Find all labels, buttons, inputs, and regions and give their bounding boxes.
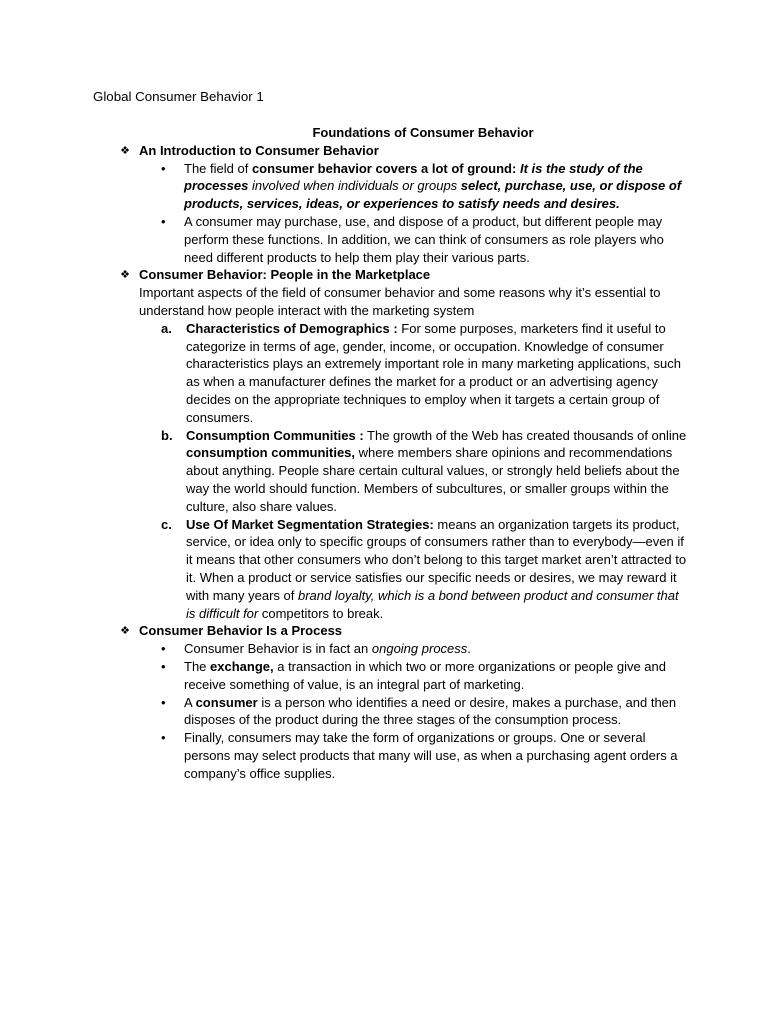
bold-italic-text: select, purchase, use, or dispose of products, services, ideas, or experiences to satisfy needs and desires. xyxy=(184,178,682,212)
bold-text: consumer xyxy=(195,694,258,710)
section-process xyxy=(118,622,688,782)
bullet-list xyxy=(139,640,688,782)
list-item xyxy=(139,320,688,427)
diamond-bullet-icon: ❖ xyxy=(120,624,130,638)
document-title: Foundations of Consumer Behavior xyxy=(312,125,534,140)
italic-text: involved when individuals or groups xyxy=(248,178,461,194)
text-run: Finally, consumers may take the form of organizations or groups. One or several persons may select products that many will use, as when a purchasing agent orders a company’s office supplies. xyxy=(184,730,678,781)
section-introduction xyxy=(118,142,688,267)
item-label: Use Of Market Segmentation Strategies: xyxy=(186,516,434,532)
section-heading: Consumer Behavior Is a Process xyxy=(139,623,343,639)
text-run: Consumer Behavior is in fact an xyxy=(184,641,372,657)
list-item xyxy=(139,516,688,623)
bullet-icon: • xyxy=(161,160,166,176)
diamond-bullet-icon: ❖ xyxy=(120,268,130,282)
bullet-icon: • xyxy=(161,213,166,229)
list-item xyxy=(139,160,688,213)
section-heading: An Introduction to Consumer Behavior xyxy=(139,142,379,158)
list-marker: b. xyxy=(161,427,173,443)
text-run: For some purposes, marketers find it useful to categorize in terms of age, gender, income, or occupation. Knowledge of consumer characteristics plays an extremely important role in many marketing applications, such as when a manufacturer defines the market for a product or an advertising agency decides on the appropriate techniques to employ when it targets a certain group of consumers. xyxy=(186,320,681,425)
section-people-in-marketplace xyxy=(118,266,688,622)
text-run: where members share opinions and recommendations about anything. People share certain cultural values, or strongly held beliefs about the way the world should function. Members of subcultures, or smaller groups within the culture, also share values. xyxy=(186,445,680,514)
text-run: competitors to break. xyxy=(258,605,384,621)
document-body xyxy=(118,124,688,782)
diamond-bullet-icon: ❖ xyxy=(120,143,130,157)
list-item xyxy=(139,427,688,516)
list-marker: c. xyxy=(161,516,172,532)
italic-text: ongoing process xyxy=(371,641,468,657)
bullet-list xyxy=(139,160,688,267)
text-run: The field of xyxy=(184,160,252,176)
text-run: The growth of the Web has created thousands of online xyxy=(363,427,687,443)
text-run: . xyxy=(467,641,471,657)
bullet-icon: • xyxy=(161,730,166,746)
section-list xyxy=(118,142,688,783)
list-item xyxy=(139,729,688,782)
bold-text: consumption communities, xyxy=(186,445,356,461)
text-run: The xyxy=(184,658,211,674)
italic-text: brand loyalty, which is a bond between product and consumer that is difficult for xyxy=(186,587,679,621)
section-heading: Consumer Behavior: People in the Marketplace xyxy=(139,267,431,283)
section-intro: Important aspects of the field of consumer behavior and some reasons why it’s essential to understand how people interact with the marketing system xyxy=(139,285,661,318)
list-item xyxy=(139,640,688,658)
text-run: a transaction in which two or more organizations or people give and receive something of value, is an integral part of marketing. xyxy=(184,658,666,692)
page-header: Global Consumer Behavior 1 xyxy=(93,89,264,104)
bullet-icon: • xyxy=(161,641,166,657)
list-item xyxy=(139,213,688,266)
list-marker: a. xyxy=(161,320,172,336)
item-label: Characteristics of Demographics : xyxy=(186,320,398,336)
bullet-icon: • xyxy=(161,694,166,710)
list-item xyxy=(139,658,688,694)
text-run: means an organization targets its product, service, or idea only to specific groups of consumers rather than to everybody—even if it means that other consumers who don’t belong to this target market aren’t attracted to it. When a product or service satisfies our specific needs or desires, we may reward it with many years of xyxy=(186,516,687,603)
item-label: Consumption Communities : xyxy=(186,427,364,443)
list-item xyxy=(139,694,688,730)
text-run: is a person who identifies a need or desire, makes a purchase, and then disposes of the product during the three stages of the consumption process. xyxy=(184,694,677,728)
text-run: A xyxy=(184,694,196,710)
bold-italic-text: It is the study of the processes xyxy=(184,160,643,194)
text-run: A consumer may purchase, use, and dispose of a product, but different people may perform these functions. In addition, we can think of consumers as role players who need different products to help them play their various parts. xyxy=(184,213,664,265)
bullet-icon: • xyxy=(161,658,166,674)
bold-text: consumer behavior covers a lot of ground: xyxy=(251,160,517,176)
bold-text: exchange, xyxy=(210,658,274,674)
lettered-list xyxy=(139,320,688,623)
